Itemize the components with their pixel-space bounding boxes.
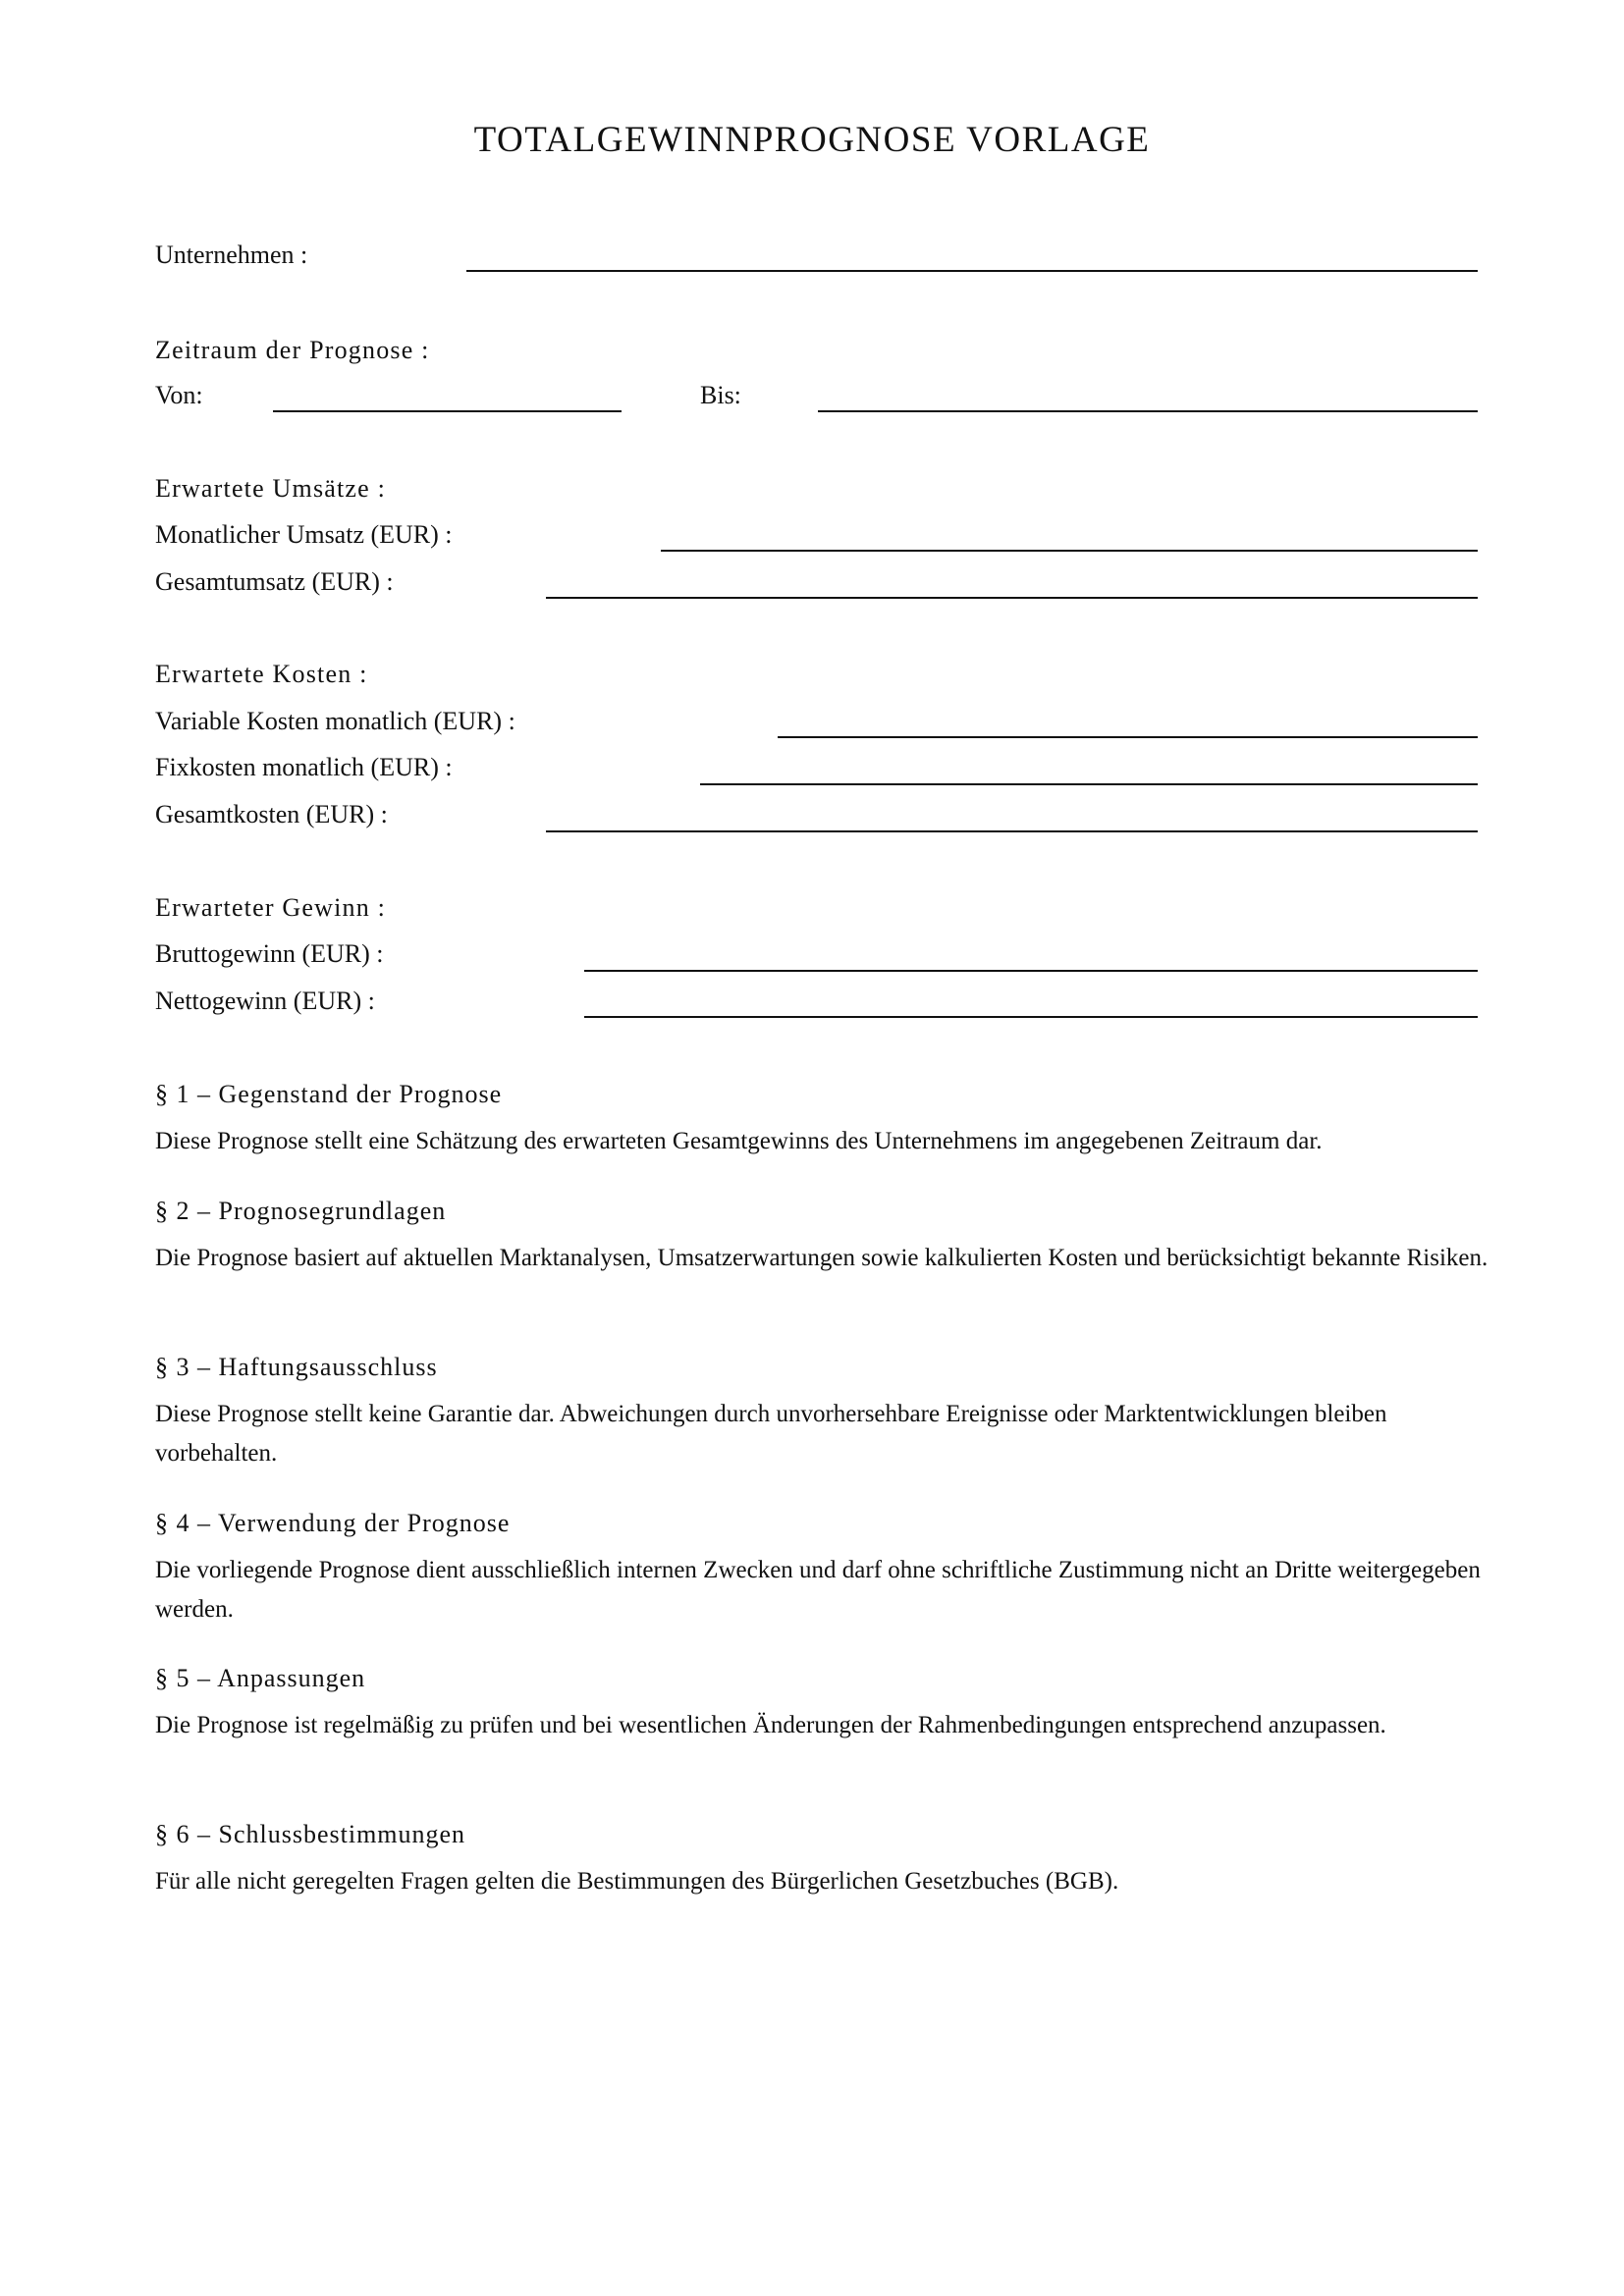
- company-label: Unternehmen :: [155, 240, 308, 269]
- net-profit-field[interactable]: [584, 1016, 1478, 1018]
- section-3-text: Diese Prognose stellt keine Garantie dar. Abweichungen durch unvorhersehbare Ereignisse oder Marktentwicklungen bleiben vorbehalten.: [155, 1401, 1387, 1467]
- total-revenue-label: Gesamtumsatz (EUR) :: [155, 567, 394, 596]
- section-4-heading: § 4 – Verwendung der Prognose: [155, 1509, 511, 1537]
- section-1-text: Diese Prognose stellt eine Schätzung des erwarteten Gesamtgewinns des Unternehmens im angegebenen Zeitraum dar.: [155, 1128, 1323, 1154]
- section-1-heading: § 1 – Gegenstand der Prognose: [155, 1080, 503, 1108]
- variable-costs-field[interactable]: [778, 736, 1478, 738]
- costs-heading: Erwartete Kosten :: [155, 660, 368, 688]
- company-field[interactable]: [466, 270, 1478, 272]
- variable-costs-label: Variable Kosten monatlich (EUR) :: [155, 707, 515, 735]
- gross-profit-label: Bruttogewinn (EUR) :: [155, 939, 384, 968]
- section-4-text: Die vorliegende Prognose dient ausschließlich internen Zwecken und darf ohne schriftliche Zustimmung nicht an Dritte weitergegeben werden.: [155, 1557, 1481, 1623]
- total-costs-field[interactable]: [546, 830, 1478, 832]
- section-3-heading: § 3 – Haftungsausschluss: [155, 1353, 438, 1381]
- fixed-costs-label: Fixkosten monatlich (EUR) :: [155, 753, 453, 781]
- gross-profit-field[interactable]: [584, 970, 1478, 972]
- section-5-heading: § 5 – Anpassungen: [155, 1664, 366, 1692]
- section-2-text: Die Prognose basiert auf aktuellen Marktanalysen, Umsatzerwartungen sowie kalkulierten Kosten und berücksichtigt bekannte Risiken.: [155, 1245, 1489, 1271]
- period-heading: Zeitraum der Prognose :: [155, 336, 430, 364]
- period-from-label: Von:: [155, 381, 203, 409]
- document-title: TOTALGEWINNPROGNOSE VORLAGE: [473, 120, 1151, 160]
- section-2-heading: § 2 – Prognosegrundlagen: [155, 1197, 447, 1225]
- monthly-revenue-field[interactable]: [661, 550, 1478, 552]
- section-6-text: Für alle nicht geregelten Fragen gelten die Bestimmungen des Bürgerlichen Gesetzbuches (BGB).: [155, 1868, 1119, 1895]
- revenue-heading: Erwartete Umsätze :: [155, 474, 387, 503]
- period-from-field[interactable]: [273, 410, 622, 412]
- profit-heading: Erwarteter Gewinn :: [155, 893, 387, 922]
- section-5-text: Die Prognose ist regelmäßig zu prüfen und bei wesentlichen Änderungen der Rahmenbedingungen entsprechend anzupassen.: [155, 1712, 1386, 1738]
- total-costs-label: Gesamtkosten (EUR) :: [155, 800, 388, 828]
- section-6-heading: § 6 – Schlussbestimmungen: [155, 1820, 466, 1848]
- period-to-field[interactable]: [818, 410, 1478, 412]
- total-revenue-field[interactable]: [546, 597, 1478, 599]
- period-to-label: Bis:: [700, 381, 741, 409]
- monthly-revenue-label: Monatlicher Umsatz (EUR) :: [155, 520, 453, 549]
- fixed-costs-field[interactable]: [700, 783, 1478, 785]
- net-profit-label: Nettogewinn (EUR) :: [155, 987, 375, 1015]
